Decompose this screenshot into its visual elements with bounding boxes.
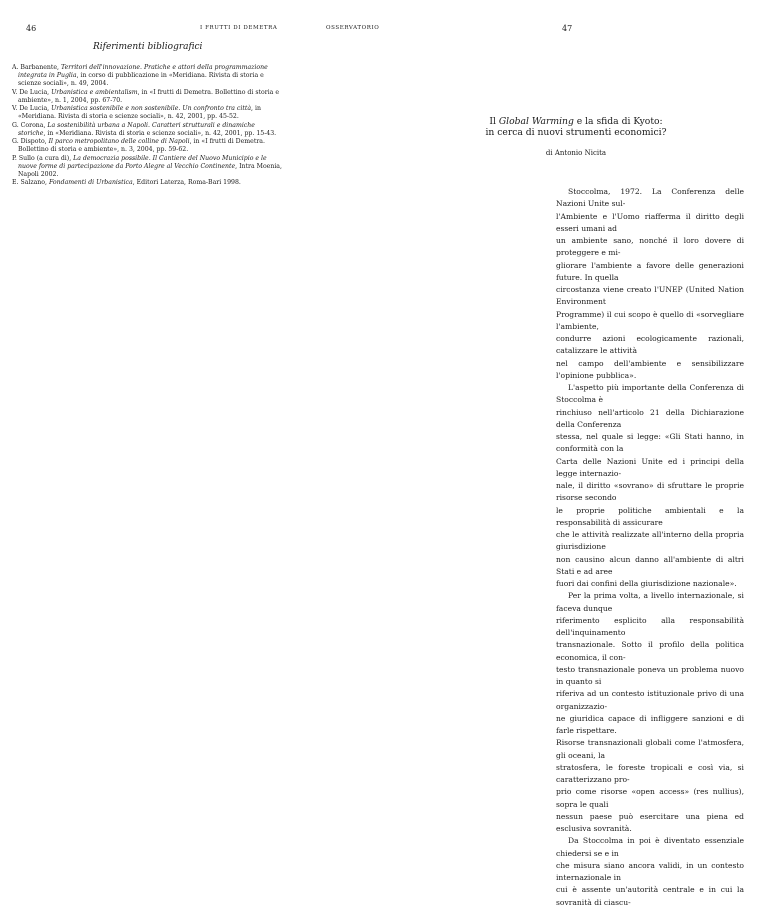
text-line: che le attività realizzate all'interno della propria giurisdizione <box>556 530 744 552</box>
body-paragraph <box>556 186 744 382</box>
text-line: rinchiuso nell'articolo 21 della Dichiarazione della Conferenza <box>556 407 744 429</box>
reference-item: A. Barbanente, Territori dell'innovazione. Pratiche e attori della programmazione integrata in Puglia, in corso di pubblicazione in «Meridiana. Rivista di storia e scienze sociali», n. 49, 2004. <box>12 64 268 88</box>
reference-item: V. De Lucia, Urbanistica sostenibile e non sostenibile. Un confronto tra città, in «Meridiana. Rivista di storia e scienze sociali», n. 42, 2001, pp. 45-52. <box>12 105 261 121</box>
text-line: nel campo dell'ambiente e sensibilizzare l'opinione pubblica». <box>556 358 744 380</box>
text-line: riferiva ad un contesto istituzionale privo di una organizzazio- <box>556 689 744 711</box>
text-line: stratosfera, le foreste tropicali e così via, si caratterizzano pro- <box>556 762 744 784</box>
page-number-left: 46 <box>26 24 37 33</box>
text-line: transnazionale. Sotto il profilo della politica economica, il con- <box>556 640 744 662</box>
text-line: gliorare l'ambiente a favore delle generazioni future. In quella <box>556 260 744 282</box>
text-line: prio come risorse «open access» (res nullius), sopra le quali <box>556 787 744 809</box>
reference-item: V. De Lucia, Urbanistica e ambientalism, in «I frutti di Demetra. Bollettino di storia e ambiente», n. 1, 2004, pp. 67-70. <box>12 88 279 104</box>
text-line: Stoccolma, 1972. La Conferenza delle Nazioni Unite sul- <box>556 187 744 209</box>
section-title: Riferimenti bibliografici <box>93 42 203 52</box>
page-number-right: 47 <box>562 24 573 33</box>
text-line: ne giuridica capace di infliggere sanzioni e di farle rispettare. <box>556 713 744 735</box>
text-line: Da Stoccolma in poi è diventato essenziale chiedersi se e in <box>556 836 744 858</box>
text-line: non causino alcun danno all'ambiente di altri Stati e ad aree <box>556 554 744 576</box>
article-body <box>556 186 744 909</box>
text-line: riferimento esplicito alla responsabilità dell'inquinamento <box>556 615 744 637</box>
text-line: condurre azioni ecologicamente razionali, catalizzare le attività <box>556 334 744 356</box>
running-head-right: OSSERVATORIO <box>326 25 380 31</box>
text-line: Per la prima volta, a livello internazionale, si faceva dunque <box>556 591 744 613</box>
text-line: stessa, nel quale si legge: «Gli Stati hanno, in conformità con la <box>556 432 744 454</box>
body-paragraph <box>556 835 744 909</box>
text-line: testo transnazionale poneva un problema nuovo in quanto si <box>556 664 744 686</box>
text-line: fuori dai confini della giurisdizione nazionale». <box>556 579 737 588</box>
text-line: nale, il diritto «sovrano» di sfruttare le proprie risorse secondo <box>556 481 744 503</box>
text-line: L'aspetto più importante della Conferenza di Stoccolma è <box>556 383 744 405</box>
body-paragraph <box>556 590 744 835</box>
reference-item: E. Salzano, Fondamenti di Urbanistica, Editori Laterza, Roma-Bari 1998. <box>12 179 241 187</box>
right-page <box>326 0 768 907</box>
text-line: cui è assente un'autorità centrale e in cui la sovranità di ciascu- <box>556 885 744 907</box>
text-line: che misura siano ancora validi, in un contesto internazionale in <box>556 860 744 882</box>
text-line: le proprie politiche ambientali e la responsabilità di assicurare <box>556 505 744 527</box>
references-list <box>12 64 284 187</box>
article-title-line2: in cerca di nuovi strumenti economici? <box>485 127 667 138</box>
text-line: l'Ambiente e l'Uomo riafferma il diritto degli esseri umani ad <box>556 211 744 233</box>
reference-item: G. Dispoto, Il parco metropolitano delle colline di Napoli, in «I frutti di Demetra. Bollettino di storia e ambiente», n. 3, 2004, pp. 59-62. <box>12 138 265 154</box>
text-line: nessun paese può esercitare una piena ed esclusiva sovranità. <box>556 811 744 833</box>
author-byline: di Antonio Nicita <box>545 149 607 157</box>
reference-item: G. Corona, La sostenibilità urbana a Napoli. Caratteri strutturali e dinamiche storiche, in «Meridiana. Rivista di storia e scienze sociali», n. 42, 2001, pp. 15-43. <box>12 121 277 137</box>
text-line: un ambiente sano, nonché il loro dovere di proteggere e mi- <box>556 236 744 258</box>
left-page <box>0 0 384 543</box>
running-head-left: I FRUTTI DI DEMETRA <box>200 25 278 31</box>
body-paragraph <box>556 382 744 590</box>
article-title-line1: Il Global Warming e la sfida di Kyoto: <box>489 116 663 127</box>
text-line: Risorse transnazionali globali come l'atmosfera, gli oceani, la <box>556 738 744 760</box>
article-title-italic: Global Warming <box>498 116 574 127</box>
text-line: Carta delle Nazioni Unite ed i principi della legge internazio- <box>556 456 744 478</box>
text-line: Programme) il cui scopo è quello di «sorvegliare l'ambiente, <box>556 309 744 331</box>
reference-item: P. Sullo (a cura di), La democrazia possibile. Il Cantiere del Nuovo Municipio e le nuove forme di partecipazione da Porto Alegre al Vecchio Continente, Intra Moenia, Napoli 2002. <box>12 154 282 178</box>
text-line: circostanza viene creato l'UNEP (United Nation Environment <box>556 285 744 307</box>
article-title <box>384 116 768 138</box>
